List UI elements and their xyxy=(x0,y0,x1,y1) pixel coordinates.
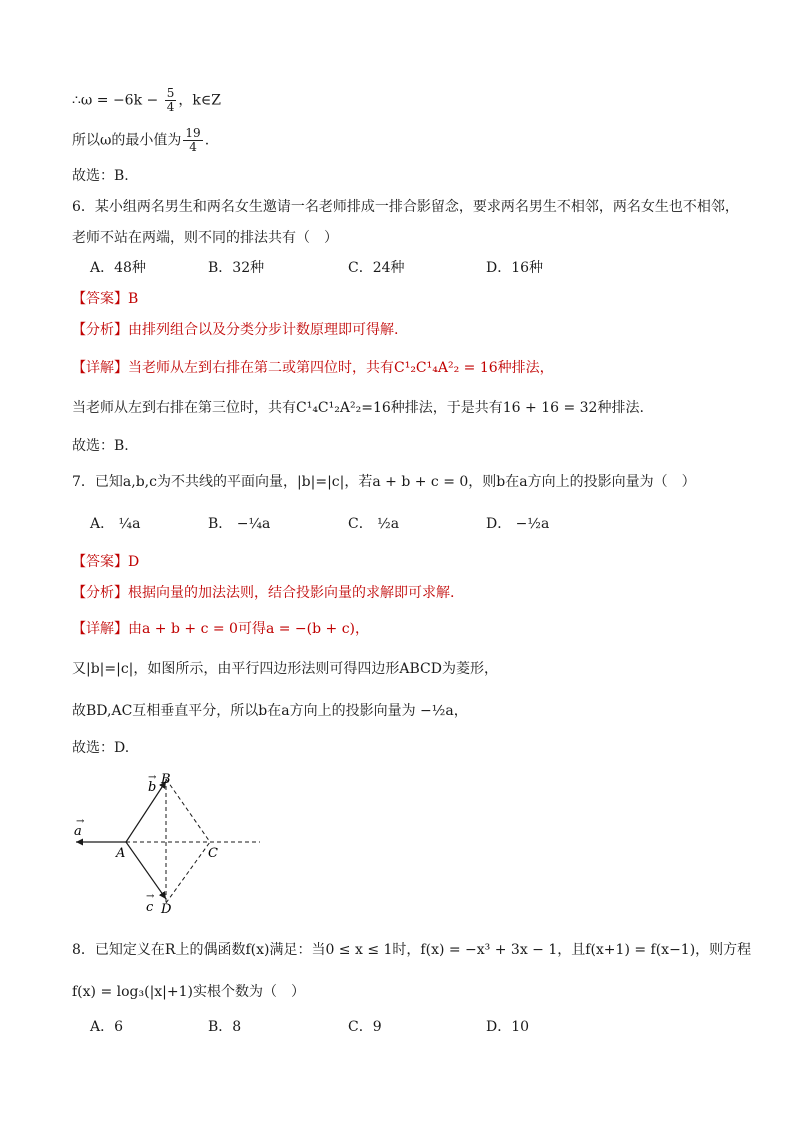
fraction: $\frac{19}{4}$ xyxy=(185,126,201,154)
q6-choice: 故选：B. xyxy=(72,438,129,454)
arrow-mark-c: → xyxy=(146,891,155,902)
q7-option-a: A． ¼a xyxy=(90,516,141,532)
q6-option-b: B．32种 xyxy=(208,260,265,276)
label-point-a: A xyxy=(116,846,126,861)
label-point-d: D xyxy=(161,902,172,917)
arrow-mark-b: → xyxy=(148,772,157,783)
vector-b-arrow xyxy=(126,781,166,842)
rhombus-figure xyxy=(60,765,280,925)
q8-option-c: C．9 xyxy=(348,1019,382,1035)
q6-analysis: 【分析】由排列组合以及分类分步计数原理即可得解. xyxy=(72,322,399,338)
segment-bc xyxy=(166,779,210,842)
q8-stem-1: 8．已知定义在R上的偶函数f(x)满足：当0 ≤ x ≤ 1时，f(x) = −x³ + 3x − 1，且f(x+1) = f(x−1)，则方程 xyxy=(72,942,752,958)
omega-formula: ∴ω = −6k − $\frac{5}{4}$ ，k∈Z xyxy=(72,86,221,114)
q7-answer: 【答案】D xyxy=(72,554,140,570)
q8-option-a: A．6 xyxy=(90,1019,124,1035)
q7-option-c: C． ½a xyxy=(348,516,400,532)
q8-stem-2: f(x) = log₃(|x|+1)实根个数为（ ） xyxy=(72,984,306,1000)
label-vector-a: a xyxy=(74,824,82,839)
q6-detail-1: 【详解】当老师从左到右排在第二或第四位时，共有C¹₂C¹₄A²₂ = 16种排法， xyxy=(72,360,554,376)
omega-min-line: 所以ω的最小值为 $\frac{19}{4}$ . xyxy=(72,126,210,154)
q7-detail-2: 又|b|=|c|，如图所示，由平行四边形法则可得四边形ABCD为菱形， xyxy=(72,661,498,677)
label-vector-b: b xyxy=(148,780,157,795)
q7-option-b: B． −¼a xyxy=(208,516,271,532)
q7-detail-3: 故BD,AC互相垂直平分，所以b在a方向上的投影向量为 −½a， xyxy=(72,703,468,719)
fraction: $\frac{5}{4}$ xyxy=(166,86,175,114)
label-vector-c: c xyxy=(146,900,154,915)
q7-analysis: 【分析】根据向量的加法法则，结合投影向量的求解即可求解. xyxy=(72,585,455,601)
q6-option-a: A．48种 xyxy=(90,260,146,276)
q7-stem: 7．已知a,b,c为不共线的平面向量，|b|=|c|，若a + b + c = 0，则b在a方向上的投影向量为（ ） xyxy=(72,474,696,490)
q7-detail-1: 【详解】由a + b + c = 0可得a = −(b + c)， xyxy=(72,621,370,637)
q6-option-c: C．24种 xyxy=(348,260,405,276)
arrow-mark-a: → xyxy=(76,816,85,827)
q7-choice: 故选：D. xyxy=(72,740,130,756)
q6-detail-2: 当老师从左到右排在第三位时，共有C¹₄C¹₂A²₂=16种排法，于是共有16 + 16 = 32种排法. xyxy=(72,400,644,416)
q6-answer: 【答案】B xyxy=(72,291,139,307)
label-point-b: B xyxy=(161,772,171,787)
q5-choice: 故选：B. xyxy=(72,168,129,184)
label-point-c: C xyxy=(208,846,218,861)
q8-option-d: D．10 xyxy=(486,1019,530,1035)
q7-option-d: D． −½a xyxy=(486,516,550,532)
segment-dc xyxy=(166,842,210,903)
q6-stem-1: 6．某小组两名男生和两名女生邀请一名老师排成一排合影留念，要求两名男生不相邻，两名女生也不相邻， xyxy=(72,199,739,215)
q8-option-b: B．8 xyxy=(208,1019,242,1035)
q6-option-d: D．16种 xyxy=(486,260,544,276)
q6-stem-2: 老师不站在两端，则不同的排法共有（ ） xyxy=(72,230,338,246)
